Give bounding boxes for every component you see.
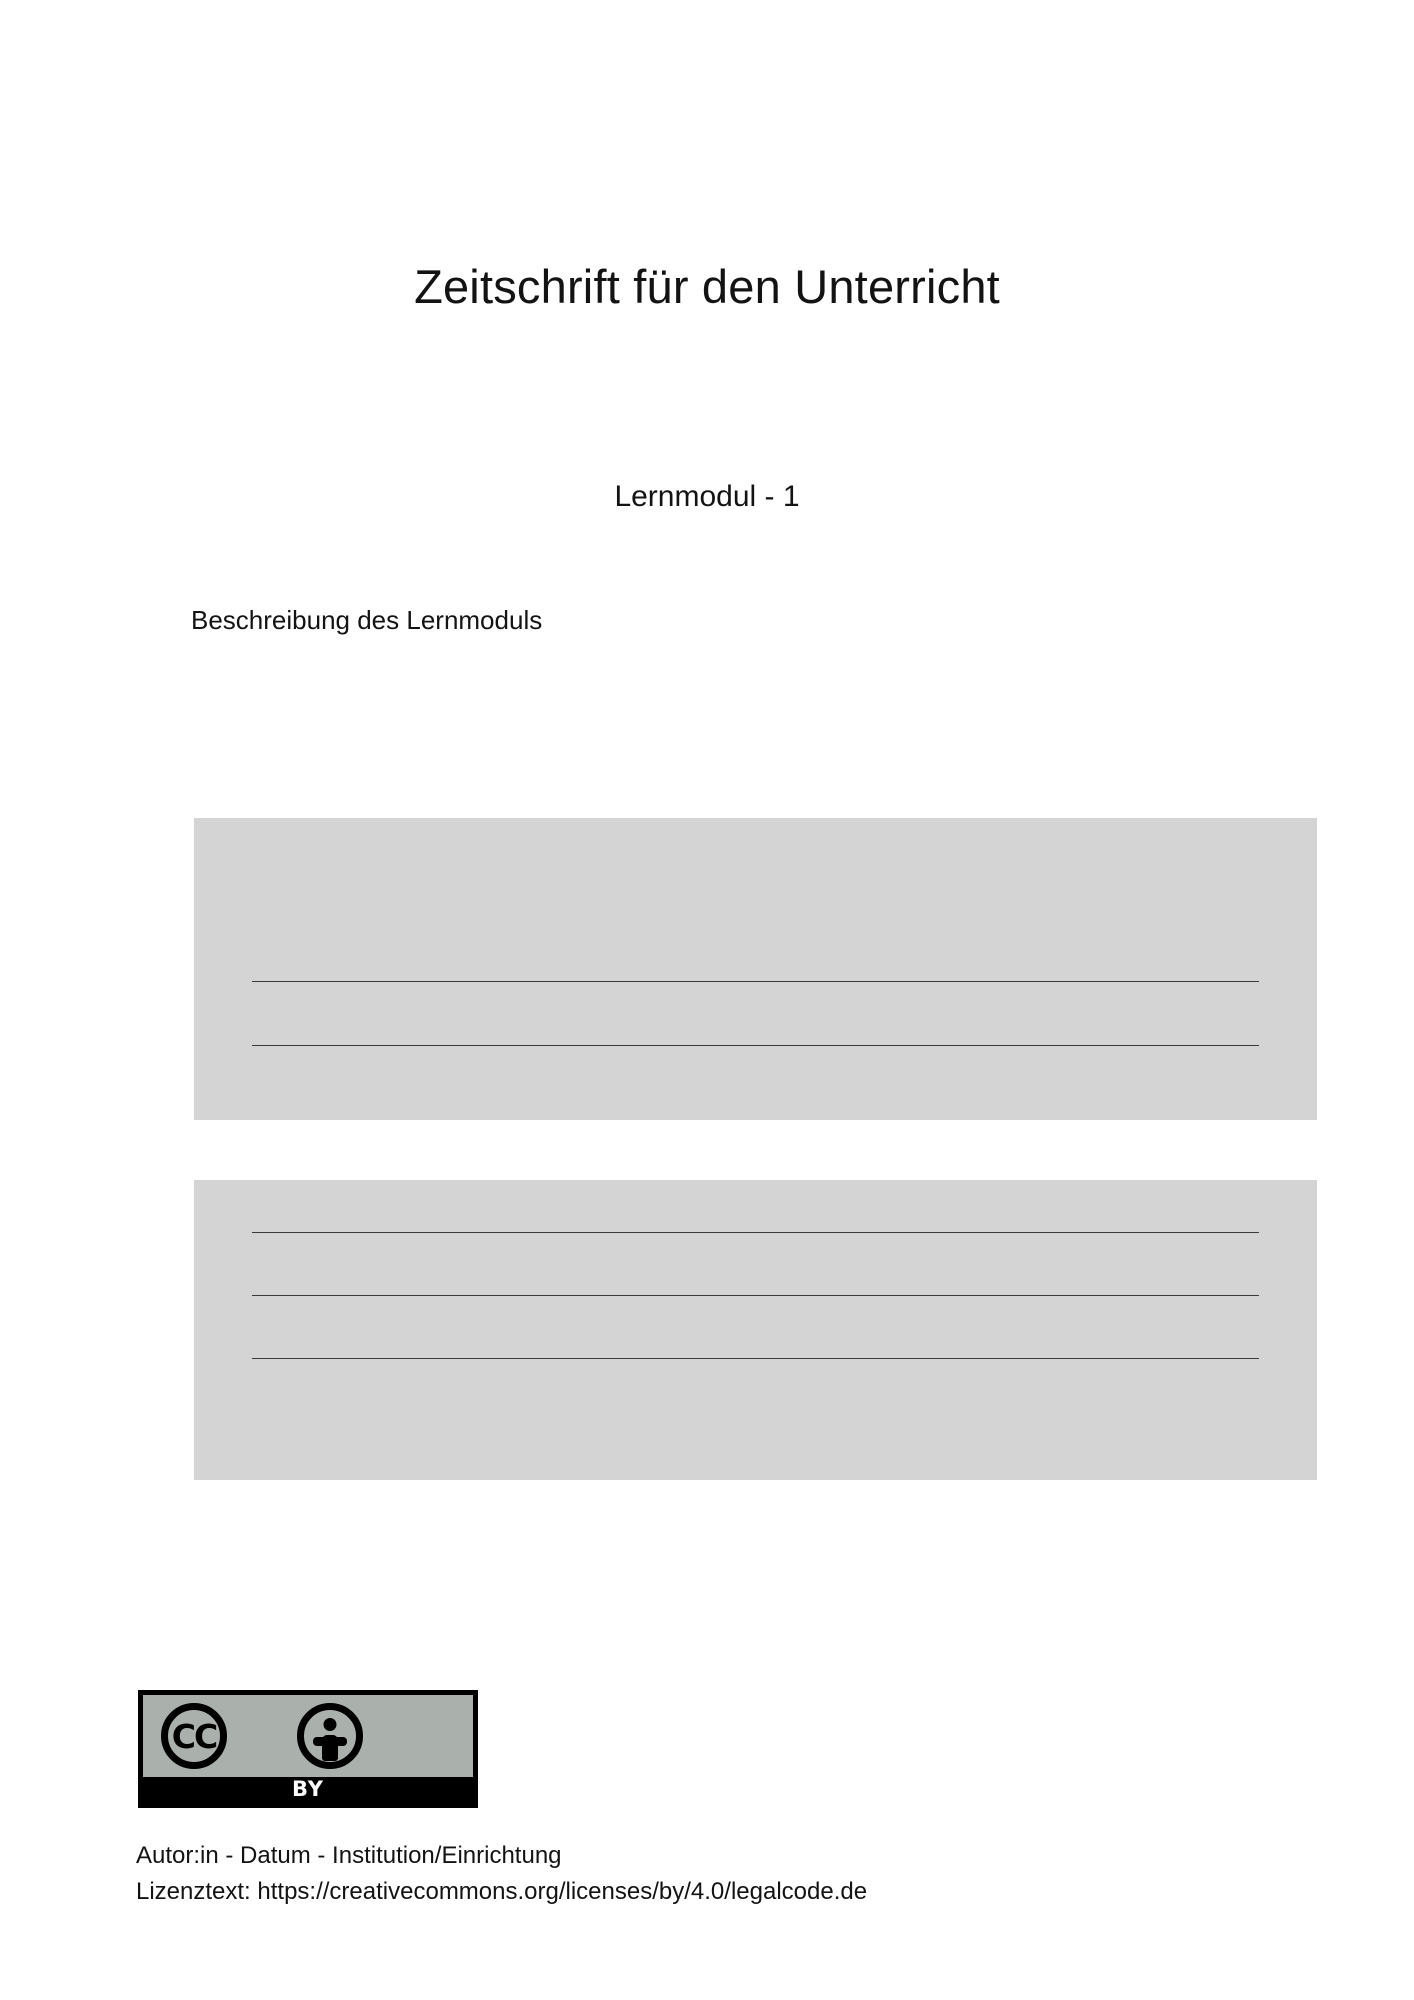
person-body-shape [322, 1735, 338, 1761]
writing-rule [252, 1232, 1259, 1233]
attribution-person-icon [297, 1703, 363, 1769]
cc-badge-inner [143, 1695, 473, 1777]
license-text: Lizenztext: https://creativecommons.org/licenses/by/4.0/legalcode.de [136, 1878, 868, 1906]
person-head-shape [324, 1718, 337, 1731]
writing-rule [252, 1295, 1259, 1296]
content-box-one [194, 818, 1317, 1120]
page-title: Zeitschrift für den Unterricht [414, 260, 1000, 314]
creative-commons-icon: CC [161, 1703, 227, 1769]
cc-by-label: BY [291, 1777, 325, 1801]
content-box-two [194, 1180, 1317, 1480]
cc-by-license-badge[interactable] [138, 1690, 478, 1808]
writing-rule [252, 981, 1259, 982]
module-description: Beschreibung des Lernmoduls [191, 605, 543, 635]
footer [136, 1838, 867, 1911]
writing-rule [252, 1358, 1259, 1359]
attribution-text: Autor:in - Datum - Institution/Einrichtung [136, 1842, 562, 1869]
writing-rule [252, 1045, 1259, 1046]
module-label: Lernmodul - 1 [614, 480, 800, 513]
